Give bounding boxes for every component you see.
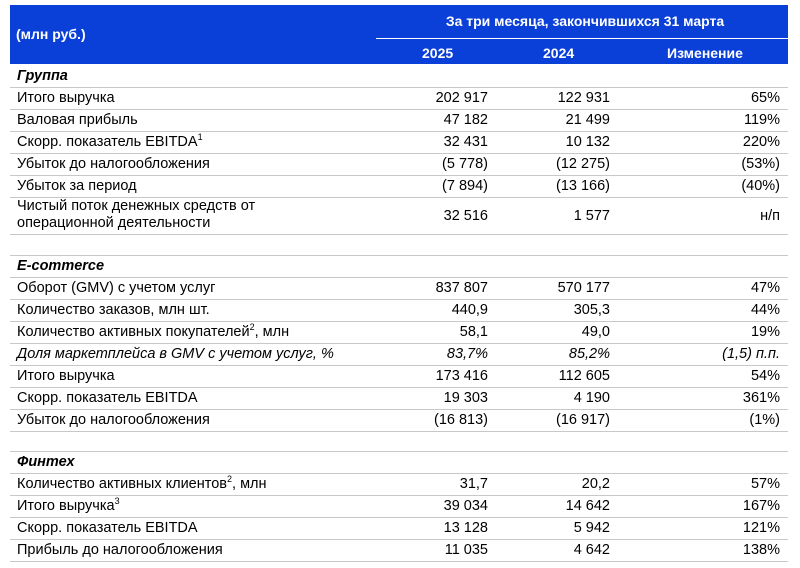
- section-group: [10, 66, 788, 88]
- table-row: [10, 474, 788, 496]
- row-label: Количество заказов, млн шт.: [17, 302, 210, 318]
- table-row: [10, 496, 788, 518]
- section-fintech: [10, 452, 788, 474]
- footnote-mark: 2: [227, 474, 233, 485]
- section-title: Финтех: [17, 454, 75, 470]
- table-row: [10, 132, 788, 154]
- footnote-mark: 1: [197, 132, 203, 143]
- value-2025: 47 182: [443, 112, 488, 128]
- table-row: [10, 388, 788, 410]
- value-change: 44%: [750, 302, 780, 318]
- table-row: [10, 278, 788, 300]
- row-label: Количество активных клиентов$^2$, млн: [17, 474, 267, 492]
- value-change: 361%: [742, 390, 780, 406]
- footnote-mark: 2: [249, 322, 255, 333]
- value-2024: 570 177: [557, 280, 610, 296]
- section-ecommerce: [10, 256, 788, 278]
- value-change: 138%: [742, 542, 780, 558]
- value-change: 220%: [742, 134, 780, 150]
- table-row: [10, 540, 788, 562]
- table-header: [10, 5, 788, 64]
- row-label: Итого выручка: [17, 90, 115, 106]
- value-2025: (16 813): [433, 412, 488, 428]
- row-label: Итого выручка: [17, 368, 115, 384]
- column-2024: 2024: [543, 45, 575, 61]
- value-2024: 10 132: [565, 134, 610, 150]
- row-label: Оборот (GMV) с учетом услуг: [17, 280, 216, 296]
- value-change: 19%: [750, 324, 780, 340]
- value-2025: 32 516: [443, 208, 488, 224]
- table-row: [10, 322, 788, 344]
- value-change: 47%: [750, 280, 780, 296]
- value-2025: (7 894): [442, 178, 488, 194]
- table-row: [10, 88, 788, 110]
- value-2024: 4 190: [573, 390, 610, 406]
- table-row: [10, 410, 788, 432]
- row-label: Убыток за период: [17, 178, 137, 194]
- row-label: Скорр. показатель EBITDA: [17, 520, 198, 536]
- value-2024: (13 166): [555, 178, 610, 194]
- table-row: [10, 176, 788, 198]
- row-label: Убыток до налогообложения: [17, 412, 210, 428]
- value-2024: 4 642: [573, 542, 610, 558]
- value-change: (53%): [741, 156, 780, 172]
- value-change: 167%: [742, 498, 780, 514]
- row-label: Прибыль до налогообложения: [17, 542, 223, 558]
- column-change: Изменение: [667, 45, 743, 61]
- table-row: [10, 198, 788, 235]
- value-2025: 31,7: [459, 476, 488, 492]
- table-row: [10, 154, 788, 176]
- period-label: За три месяца, закончившихся 31 марта: [445, 13, 725, 29]
- value-2025: (5 778): [442, 156, 488, 172]
- section-title: Группа: [17, 68, 68, 84]
- section-title: E-commerce: [17, 258, 105, 274]
- value-2024: 49,0: [581, 324, 610, 340]
- value-change: 54%: [750, 368, 780, 384]
- value-2025: 58,1: [459, 324, 488, 340]
- value-2025: 39 034: [443, 498, 488, 514]
- value-2024: 14 642: [565, 498, 610, 514]
- column-2025: 2025: [422, 45, 454, 61]
- value-change: (40%): [741, 178, 780, 194]
- value-2024: (16 917): [555, 412, 610, 428]
- row-label-line1: Чистый поток денежных средств от: [17, 198, 256, 214]
- table-row: [10, 344, 788, 366]
- value-2024: 5 942: [573, 520, 610, 536]
- value-change: 119%: [743, 112, 780, 128]
- value-change: 57%: [750, 476, 780, 492]
- value-2024: (12 275): [555, 156, 610, 172]
- row-label: Итого выручка$^3$: [17, 496, 120, 514]
- value-2024: 112 605: [558, 368, 610, 384]
- value-2024: 305,3: [573, 302, 610, 318]
- value-2025: 19 303: [443, 390, 488, 406]
- table-row: [10, 366, 788, 388]
- value-2025: 11 035: [444, 542, 488, 558]
- value-2025: 83,7%: [446, 346, 488, 362]
- value-2025: 202 917: [435, 90, 488, 106]
- table-row: [10, 300, 788, 322]
- value-2025: 440,9: [451, 302, 488, 318]
- row-label: Доля маркетплейса в GMV с учетом услуг, %: [17, 346, 334, 362]
- value-2024: 1 577: [573, 208, 610, 224]
- row-label: Скорр. показатель EBITDA: [17, 390, 198, 406]
- value-2025: 837 807: [435, 280, 488, 296]
- value-change: 65%: [750, 90, 780, 106]
- value-2024: 122 931: [557, 90, 610, 106]
- value-change: 121%: [742, 520, 780, 536]
- value-2024: 20,2: [581, 476, 610, 492]
- row-label-line2: операционной деятельности: [17, 215, 211, 231]
- footnote-mark: 3: [114, 496, 120, 507]
- row-label: Скорр. показатель EBITDA$^1$: [17, 132, 203, 150]
- value-2024: 21 499: [565, 112, 610, 128]
- row-label: Валовая прибыль: [17, 112, 138, 128]
- table-row: [10, 110, 788, 132]
- header-divider: [376, 38, 788, 39]
- value-change: н/п: [760, 208, 780, 224]
- value-2025: 173 416: [435, 368, 488, 384]
- value-2025: 32 431: [443, 134, 488, 150]
- unit-label: (млн руб.): [16, 26, 86, 42]
- value-2025: 13 128: [443, 520, 488, 536]
- row-label: Количество активных покупателей$^2$, млн: [17, 322, 290, 340]
- row-label: Убыток до налогообложения: [17, 156, 210, 172]
- table-row: [10, 518, 788, 540]
- value-change: (1%): [749, 412, 780, 428]
- value-change: (1,5) п.п.: [722, 346, 780, 362]
- value-2024: 85,2%: [568, 346, 610, 362]
